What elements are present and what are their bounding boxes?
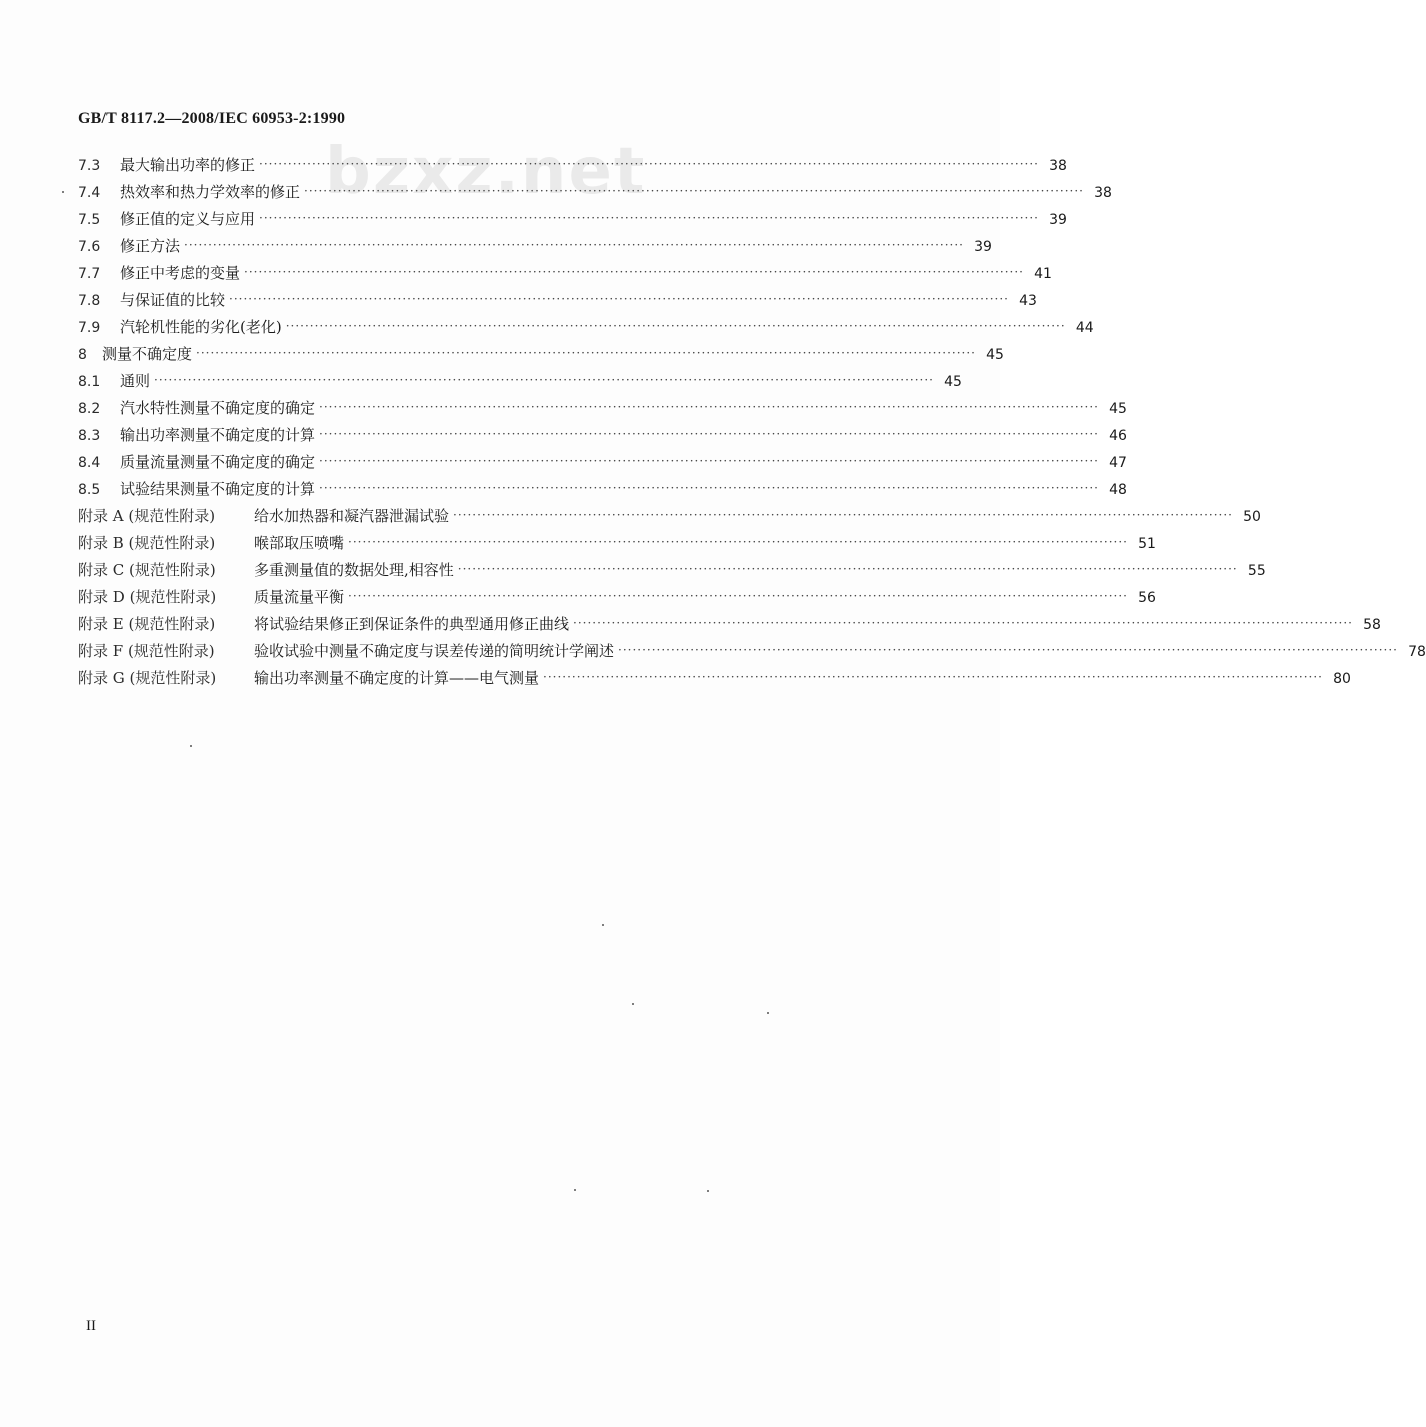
toc-entry-page: 39 — [974, 239, 992, 255]
toc-entry-page: 45 — [944, 374, 962, 390]
toc-entry-number: 7.6 — [78, 239, 101, 255]
toc-entry-page: 58 — [1363, 617, 1381, 633]
toc-entry-number: 附录 F (规范性附录) — [78, 642, 215, 660]
toc-entry-page: 56 — [1138, 590, 1156, 606]
toc-dot-leader — [229, 292, 1009, 306]
toc-dot-leader — [618, 643, 1398, 657]
toc-entry-title: 试验结果测量不确定度的计算 — [120, 480, 316, 498]
watermark: bzxz.net — [325, 135, 647, 209]
toc-entry-title: 给水加热器和凝汽器泄漏试验 — [254, 507, 450, 525]
toc-dot-leader — [259, 157, 1039, 171]
scan-speck — [574, 1189, 576, 1191]
toc-entry-page: 80 — [1333, 671, 1351, 687]
toc-entry-number: 8.4 — [78, 455, 101, 471]
toc-entry-number: 7.7 — [78, 266, 101, 282]
toc-entry[interactable] — [78, 478, 1127, 505]
toc-entry-title: 与保证值的比较 — [120, 291, 226, 309]
scan-speck — [632, 1003, 634, 1005]
toc-entry-number: 附录 B (规范性附录) — [78, 534, 216, 552]
footer-page-number: II — [86, 1318, 96, 1334]
toc-entry-number: 7.3 — [78, 158, 101, 174]
toc-entry-number: 附录 E (规范性附录) — [78, 615, 216, 633]
toc-entry[interactable] — [78, 613, 1381, 640]
toc-entry-title: 汽轮机性能的劣化(老化) — [120, 318, 282, 336]
toc-entry-title: 修正中考虑的变量 — [120, 264, 241, 282]
toc-entry[interactable] — [78, 289, 1037, 316]
toc-entry[interactable] — [78, 343, 1004, 370]
toc-entry[interactable] — [78, 208, 1067, 235]
toc-entry[interactable] — [78, 451, 1127, 478]
toc-entry-title: 通则 — [120, 372, 151, 390]
toc-dot-leader — [319, 481, 1099, 495]
toc-entry-number: 8.5 — [78, 482, 101, 498]
toc-entry-title: 最大输出功率的修正 — [120, 156, 256, 174]
toc-dot-leader — [154, 373, 934, 387]
toc-dot-leader — [286, 319, 1066, 333]
toc-entry-page: 44 — [1075, 320, 1094, 336]
toc-entry[interactable] — [78, 181, 1112, 208]
toc-dot-leader — [458, 562, 1238, 576]
toc-entry-title: 质量流量平衡 — [254, 588, 345, 606]
toc-entry[interactable] — [78, 667, 1351, 694]
toc-entry[interactable] — [78, 370, 962, 397]
toc-entry-title: 输出功率测量不确定度的计算——电气测量 — [254, 669, 540, 687]
toc-entry[interactable] — [78, 262, 1052, 289]
toc-entry-title: 输出功率测量不确定度的计算 — [120, 426, 316, 444]
toc-entry-page: 39 — [1049, 212, 1067, 228]
toc-dot-leader — [543, 670, 1323, 684]
toc-entry[interactable] — [78, 532, 1156, 559]
toc-entry[interactable] — [78, 235, 992, 262]
toc-dot-leader — [319, 454, 1099, 468]
toc-dot-leader — [259, 211, 1039, 225]
toc-entry-number: 7.4 — [78, 185, 101, 201]
toc-entry[interactable] — [78, 586, 1156, 613]
toc-entry-page: 51 — [1138, 536, 1156, 552]
toc-entry[interactable] — [78, 154, 1067, 181]
toc-entry[interactable] — [78, 424, 1127, 451]
toc-entry-page: 55 — [1247, 563, 1266, 579]
toc-entry-page: 78 — [1408, 644, 1426, 660]
toc-dot-leader — [453, 508, 1233, 522]
scan-speck — [707, 1190, 709, 1192]
toc-entry-number: 附录 A (规范性附录) — [78, 507, 216, 525]
toc-entry-title: 热效率和热力学效率的修正 — [120, 183, 301, 201]
toc-entry[interactable] — [78, 559, 1266, 586]
toc-dot-leader — [196, 346, 976, 360]
table-of-contents — [78, 154, 1426, 694]
toc-entry-number: 8.2 — [78, 401, 101, 417]
toc-entry-title: 测量不确定度 — [102, 345, 193, 363]
toc-entry-title: 汽水特性测量不确定度的确定 — [120, 399, 316, 417]
toc-dot-leader — [348, 535, 1128, 549]
scan-speck — [62, 191, 64, 193]
toc-entry-title: 多重测量值的数据处理,相容性 — [254, 561, 454, 579]
toc-dot-leader — [184, 238, 964, 252]
toc-entry-title: 质量流量测量不确定度的确定 — [120, 453, 316, 471]
toc-entry-number: 8.1 — [78, 374, 101, 390]
toc-entry-number: 附录 G (规范性附录) — [78, 669, 217, 687]
toc-entry-page: 38 — [1094, 185, 1112, 201]
toc-dot-leader — [304, 184, 1084, 198]
toc-entry-title: 验收试验中测量不确定度与误差传递的简明统计学阐述 — [254, 642, 615, 660]
toc-entry-title: 将试验结果修正到保证条件的典型通用修正曲线 — [254, 615, 570, 633]
toc-entry-page: 48 — [1109, 482, 1127, 498]
toc-entry-page: 45 — [1109, 401, 1127, 417]
toc-dot-leader — [319, 400, 1099, 414]
toc-entry-title: 喉部取压喷嘴 — [254, 534, 345, 552]
toc-entry[interactable] — [78, 505, 1261, 532]
toc-entry-number: 附录 C (规范性附录) — [78, 561, 216, 579]
toc-entry-page: 50 — [1243, 509, 1261, 525]
toc-dot-leader — [319, 427, 1099, 441]
standard-header: GB/T 8117.2—2008/IEC 60953-2:1990 — [78, 110, 346, 127]
toc-entry-title: 修正方法 — [120, 237, 181, 255]
toc-entry-page: 38 — [1049, 158, 1067, 174]
toc-entry-page: 47 — [1109, 455, 1127, 471]
toc-entry-number: 8.3 — [78, 428, 101, 444]
toc-dot-leader — [244, 265, 1024, 279]
toc-entry[interactable] — [78, 397, 1127, 424]
toc-entry-page: 41 — [1034, 266, 1052, 282]
toc-entry[interactable] — [78, 316, 1094, 343]
toc-entry-title: 修正值的定义与应用 — [120, 210, 256, 228]
toc-entry-number: 8 — [78, 347, 87, 363]
toc-entry-page: 45 — [986, 347, 1004, 363]
toc-entry-number: 7.5 — [78, 212, 101, 228]
toc-entry[interactable] — [78, 640, 1426, 667]
scan-speck — [767, 1012, 769, 1014]
scan-speck — [602, 924, 604, 926]
toc-dot-leader — [573, 616, 1353, 630]
toc-entry-number: 附录 D (规范性附录) — [78, 588, 217, 606]
toc-entry-page: 46 — [1109, 428, 1127, 444]
toc-dot-leader — [348, 589, 1128, 603]
toc-entry-number: 7.8 — [78, 293, 101, 309]
toc-entry-page: 43 — [1019, 293, 1037, 309]
toc-entry-number: 7.9 — [78, 320, 101, 336]
scan-speck — [190, 745, 192, 747]
